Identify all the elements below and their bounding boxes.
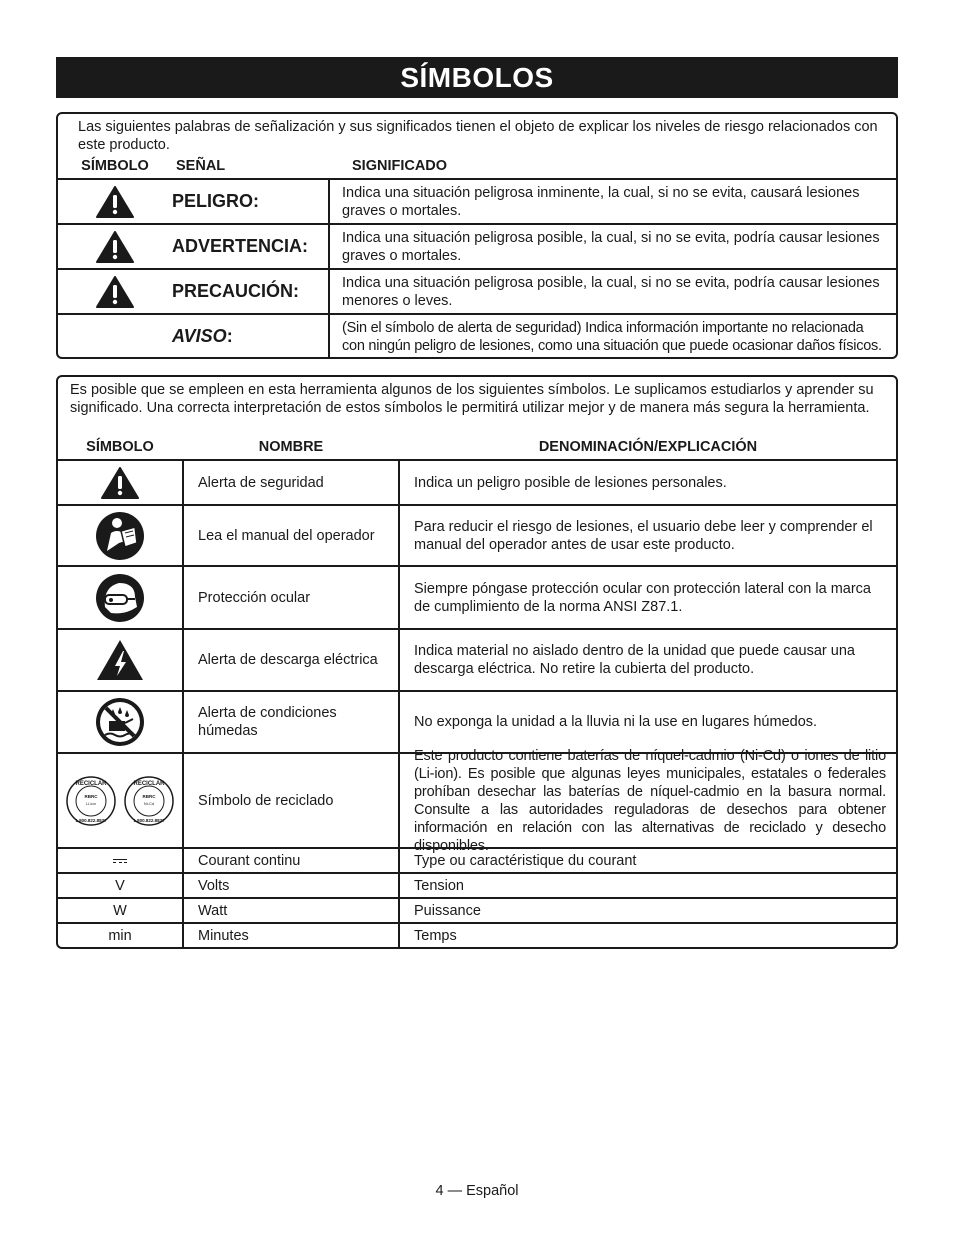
signal-desc: Indica una situación peligrosa posible, la cual, si no se evita, podría causar lesiones menores o leves. [328,270,896,313]
symbols-box [56,375,898,949]
symbol-name: Lea el manual del operador [182,506,398,565]
svg-text:Ni-Cd: Ni-Cd [143,800,155,806]
symbol-name: Alerta de seguridad [182,461,398,504]
symbol-desc: Indica material no aislado dentro de la unidad que puede causar una descarga eléctrica. No retire la cubierta del producto. [398,630,896,690]
header-explanation: DENOMINACIÓN/EXPLICACIÓN [538,439,758,455]
page-footer: 4 — Español [435,1183,519,1199]
eye-protection-icon [95,573,145,623]
svg-text:1.800.822.8837: 1.800.822.8837 [75,817,107,823]
safety-alert-icon [101,467,139,499]
symbol-text: V [115,877,125,894]
table-row [58,692,896,754]
read-manual-icon [95,511,145,561]
svg-text:1.800.822.8837: 1.800.822.8837 [133,817,165,823]
signal-intro: Las siguientes palabras de señalización y sus significados tienen el objeto de explicar los niveles de riesgo relacionados con este producto. [78,119,878,153]
symbol-name: Watt [182,899,398,922]
recycle-icon [66,776,174,826]
signal-table [58,178,896,357]
symbols-table [58,459,896,948]
warning-triangle-icon [96,186,134,218]
signal-word: ADVERTENCIA: [172,236,309,256]
symbol-desc: Este producto contiene baterías de níquel-cadmio (Ni-Cd) o iones de litio (Li-ion). Es posible que algunas leyes municipales, estatales o federales prohíban desechar las baterías de níquel-cadmio en la basura normal. Consulte a las autoridades reguladoras de desechos para obtener información en relación con las alternativas de reciclado y desecho disponibles. [398,754,896,847]
electric-shock-icon [96,639,144,681]
signal-row-caution [58,270,896,315]
warning-triangle-icon [96,231,134,263]
warning-triangle-icon [96,276,134,308]
table-row [58,461,896,506]
symbol-desc: Tension [398,874,896,897]
direct-current-icon [113,859,127,863]
table-row [58,899,896,924]
recycle-seal-ni-cd-icon [124,776,174,826]
signal-desc: Indica una situación peligrosa inminente, la cual, si no se evita, causará lesiones graves o mortales. [328,180,896,223]
signal-words-box [56,112,898,359]
symbols-intro: Es posible que se empleen en esta herramienta algunos de los siguientes símbolos. Le suplicamos estudiarlos y aprender su significado. Una correcta interpretación de estos símbolos le permitirá utilizar mejor y de manera más segura la herramienta. [70,382,874,416]
symbol-name: Símbolo de reciclado [182,754,398,847]
svg-text:Li-ion: Li-ion [86,800,96,806]
table-row [58,567,896,630]
symbol-name: Volts [182,874,398,897]
signal-row-danger [58,180,896,225]
symbol-desc: Siempre póngase protección ocular con protección lateral con la marca de cumplimiento de la norma ANSI Z87.1. [398,567,896,628]
header-name: NOMBRE [258,439,324,455]
symbol-desc: Indica un peligro posible de lesiones personales. [398,461,896,504]
signal-row-notice [58,315,896,357]
symbols-header-row [58,435,896,459]
table-row [58,630,896,692]
table-row [58,874,896,899]
signal-desc: Indica una situación peligrosa posible, la cual, si no se evita, podría causar lesiones graves o mortales. [328,225,896,268]
symbol-name: Alerta de descarga eléctrica [182,630,398,690]
recycle-seal-li-ion-icon [66,776,116,826]
signal-desc: (Sin el símbolo de alerta de seguridad) Indica información importante no relacionada con ningún peligro de lesiones, como una situación que puede ocasionar daños físicos. [328,315,896,357]
symbol-desc: No exponga la unidad a la lluvia ni la use en lugares húmedos. [398,692,896,752]
table-row [58,506,896,567]
svg-text:RBRC: RBRC [142,793,156,799]
table-row [58,747,896,854]
page-title: SÍMBOLOS [56,57,898,98]
signal-row-warning [58,225,896,270]
symbol-desc: Temps [398,924,896,948]
svg-text:RBRC: RBRC [84,793,98,799]
symbol-name: Protección ocular [182,567,398,628]
symbol-text: min [108,928,132,944]
symbol-text: W [113,902,127,919]
header-symbol: SÍMBOLO [81,158,149,174]
symbol-desc: Para reducir el riesgo de lesiones, el usuario debe leer y comprender el manual del operador antes de usar este producto. [398,506,896,565]
signal-header-row [58,154,896,178]
symbol-desc: Type ou caractéristique du courant [398,849,896,872]
header-meaning: SIGNIFICADO [352,158,448,174]
wet-conditions-icon [95,697,145,747]
signal-word: PRECAUCIÓN: [172,281,300,301]
signal-word: AVISO: [172,325,233,346]
symbol-name: Courant continu [182,849,398,872]
header-signal: SEÑAL [176,158,226,174]
table-row [58,924,896,948]
svg-text:RECICLAR: RECICLAR [133,780,165,787]
table-row [58,849,896,874]
header-symbol: SÍMBOLO [86,439,154,455]
signal-word: PELIGRO: [172,191,260,211]
symbol-name: Alerta de condiciones húmedas [182,692,398,752]
symbol-name: Minutes [182,924,398,948]
symbol-desc: Puissance [398,899,896,922]
svg-text:RECICLAR: RECICLAR [75,780,107,787]
